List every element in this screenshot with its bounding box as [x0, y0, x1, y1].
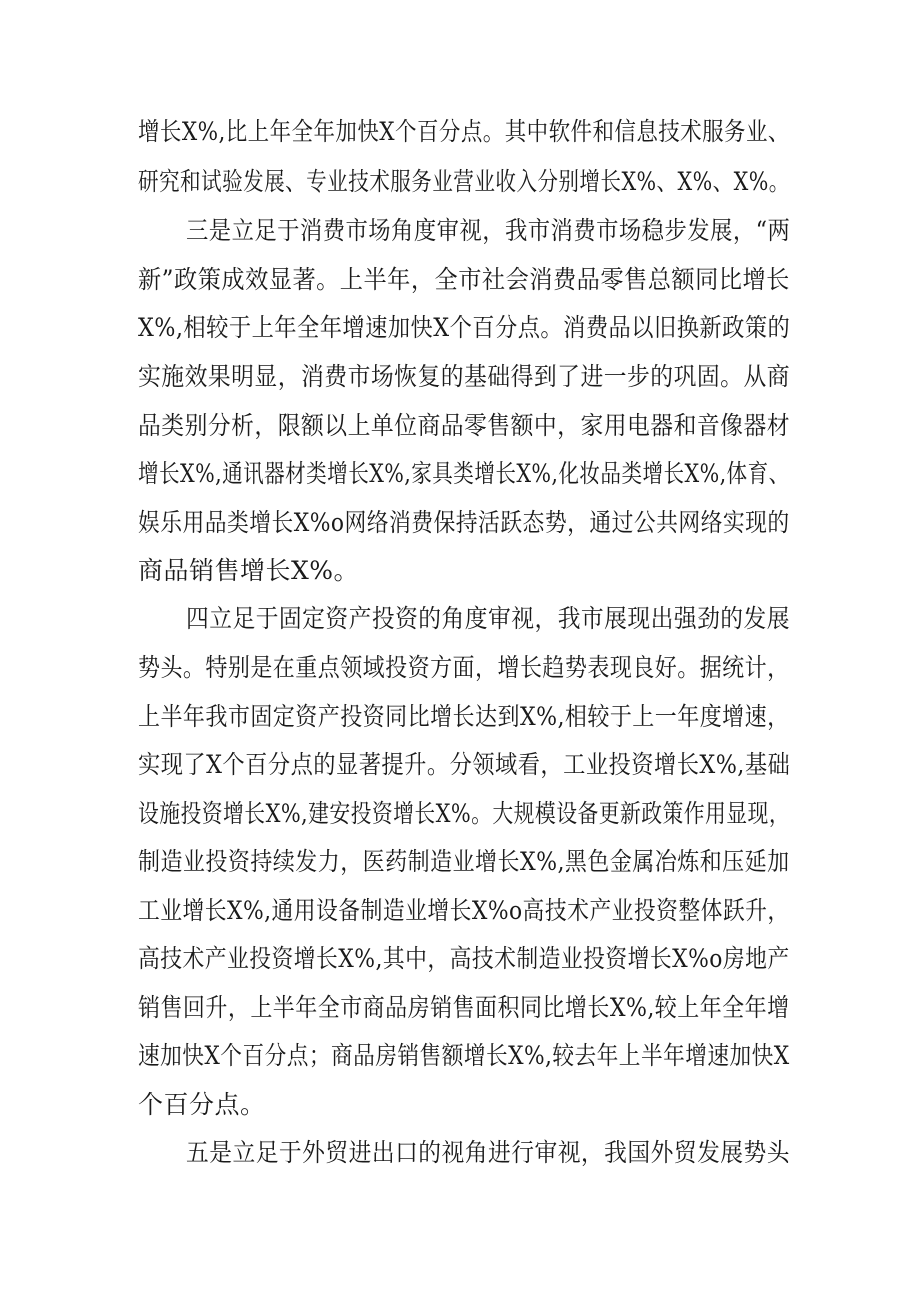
text-line-13: 上半年我市固定资产投资同比增长达到X%,相较于上一年度增速， — [138, 702, 790, 731]
text-line-6: 实施效果明显，消费市场恢复的基础得到了进一步的巩固。从商 — [138, 362, 791, 391]
text-line-14: 实现了X个百分点的显著提升。分领域看，工业投资增长X%,基础 — [138, 750, 791, 779]
text-line-18: 高技术产业投资增长X%,其中，高技术制造业投资增长X%o房地产 — [138, 944, 790, 973]
text-line-2: 研究和试验发展、专业技术服务业营业收入分别增长X%、X%、X%。 — [138, 167, 790, 196]
text-line-1: 增长X%,比上年全年加快X个百分点。其中软件和信息技术服务业、 — [138, 117, 790, 146]
text-line-19: 销售回升，上半年全市商品房销售面积同比增长X%,较上年全年增 — [138, 993, 790, 1022]
text-line-15: 设施投资增长X%,建安投资增长X%。大规模设备更新政策作用显现， — [138, 799, 791, 828]
text-line-16: 制造业投资持续发力，医药制造业增长X%,黑色金属冶炼和压延加 — [138, 847, 790, 876]
text-line-20: 速加快X个百分点；商品房销售额增长X%,较去年上半年增速加快X — [138, 1041, 790, 1070]
paragraph-4-line-1: 四立足于固定资产投资的角度审视，我市展现出强劲的发展 — [186, 604, 791, 633]
text-line-7: 品类别分析，限额以上单位商品零售额中，家用电器和音像器材 — [138, 411, 791, 440]
text-line-12: 势头。特别是在重点领域投资方面，增长趋势表现良好。据统计， — [138, 653, 790, 682]
text-line-10: 商品销售增长X%。 — [138, 556, 360, 585]
paragraph-3-line-1: 三是立足于消费市场角度审视，我市消费市场稳步发展，“两 — [186, 216, 791, 245]
paragraph-5-line-1: 五是立足于外贸进出口的视角进行审视，我国外贸发展势头 — [186, 1138, 791, 1167]
text-line-4: 新”政策成效显著。上半年，全市社会消费品零售总额同比增长 — [138, 265, 790, 294]
text-line-17: 工业增长X%,通用设备制造业增长X%o高技术产业投资整体跃升， — [138, 896, 790, 925]
text-line-8: 增长X%,通讯器材类增长X%,家具类增长X%,化妆品类增长X%,体育、 — [138, 459, 790, 488]
text-line-21: 个百分点。 — [138, 1090, 266, 1119]
text-line-9: 娱乐用品类增长X%o网络消费保持活跃态势，通过公共网络实现的 — [138, 508, 790, 537]
text-line-5: X%,相较于上年全年增速加快X个百分点。消费品以旧换新政策的 — [138, 313, 791, 342]
